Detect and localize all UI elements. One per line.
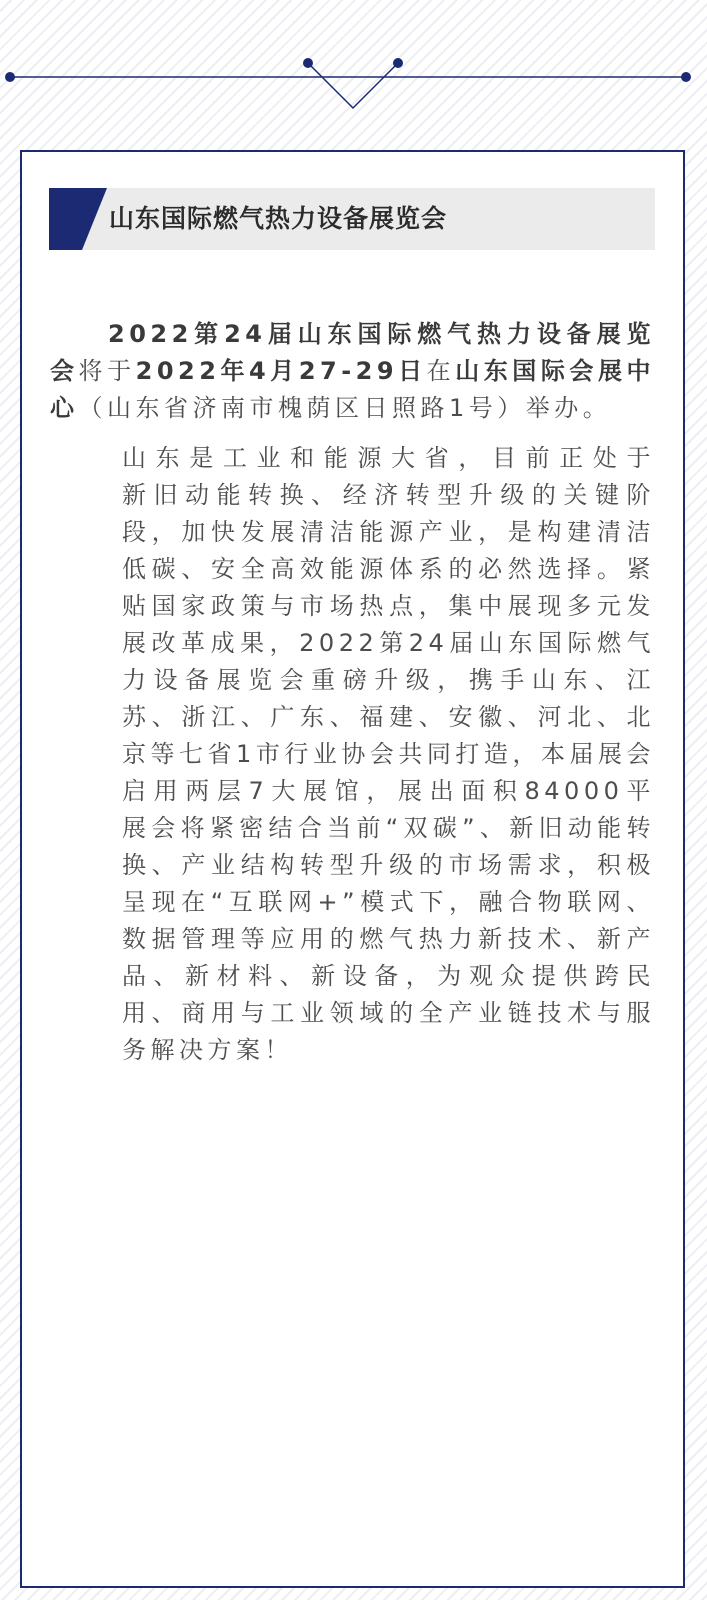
description-line: 新旧动能转换、经济转型升级的关键阶 — [122, 481, 655, 509]
description-line: 段，加快发展清洁能源产业，是构建清洁 — [122, 518, 655, 546]
description-line: 展改革成果，2022第24届山东国际燃气 — [122, 629, 655, 657]
section-title: 山东国际燃气热力设备展览会 — [109, 204, 448, 233]
description-line: 展会将紧密结合当前“双碳”、新旧动能转 — [122, 814, 655, 842]
exhibition-venue: 山东国际会展中心 — [50, 357, 655, 422]
top-divider-ornament — [0, 0, 707, 120]
description-line: 务解决方案！ — [122, 1036, 293, 1064]
description-line: 品、新材料、新设备，为观众提供跨民 — [122, 962, 655, 990]
description-line: 启用两层7大展馆，展出面积84000平 — [122, 777, 655, 805]
description-line: 数据管理等应用的燃气热力新技术、新产 — [122, 925, 655, 953]
description-line: 换、产业结构转型升级的市场需求，积极 — [122, 851, 655, 879]
description-paragraph — [50, 440, 655, 1069]
venue-address: （山东省济南市槐荫区日照路1号）举办。 — [78, 394, 612, 422]
description-line: 力设备展览会重磅升级，携手山东、江 — [122, 666, 655, 694]
intro-text-1: 将于 — [78, 357, 136, 385]
header-accent-shape — [49, 188, 109, 250]
exhibition-name: 2022第24届山东国际燃气热力设备展览会 — [50, 320, 655, 385]
article-card — [20, 150, 685, 1588]
description-line: 山东是工业和能源大省，目前正处于 — [122, 444, 655, 472]
article-body — [50, 316, 655, 1069]
description-line: 呈现在“互联网+”模式下，融合物联网、 — [122, 888, 655, 916]
description-line: 低碳、安全高效能源体系的必然选择。紧 — [122, 555, 655, 583]
intro-text-2: 在 — [426, 357, 456, 385]
description-line: 用、商用与工业领域的全产业链技术与服 — [122, 999, 655, 1027]
section-header — [49, 188, 655, 250]
intro-paragraph — [50, 316, 655, 427]
exhibition-dates: 2022年4月27-29日 — [135, 357, 427, 385]
description-line: 贴国家政策与市场热点，集中展现多元发 — [122, 592, 655, 620]
description-line: 苏、浙江、广东、福建、安徽、河北、北 — [122, 703, 655, 731]
description-line: 京等七省1市行业协会共同打造，本届展会 — [122, 740, 655, 768]
